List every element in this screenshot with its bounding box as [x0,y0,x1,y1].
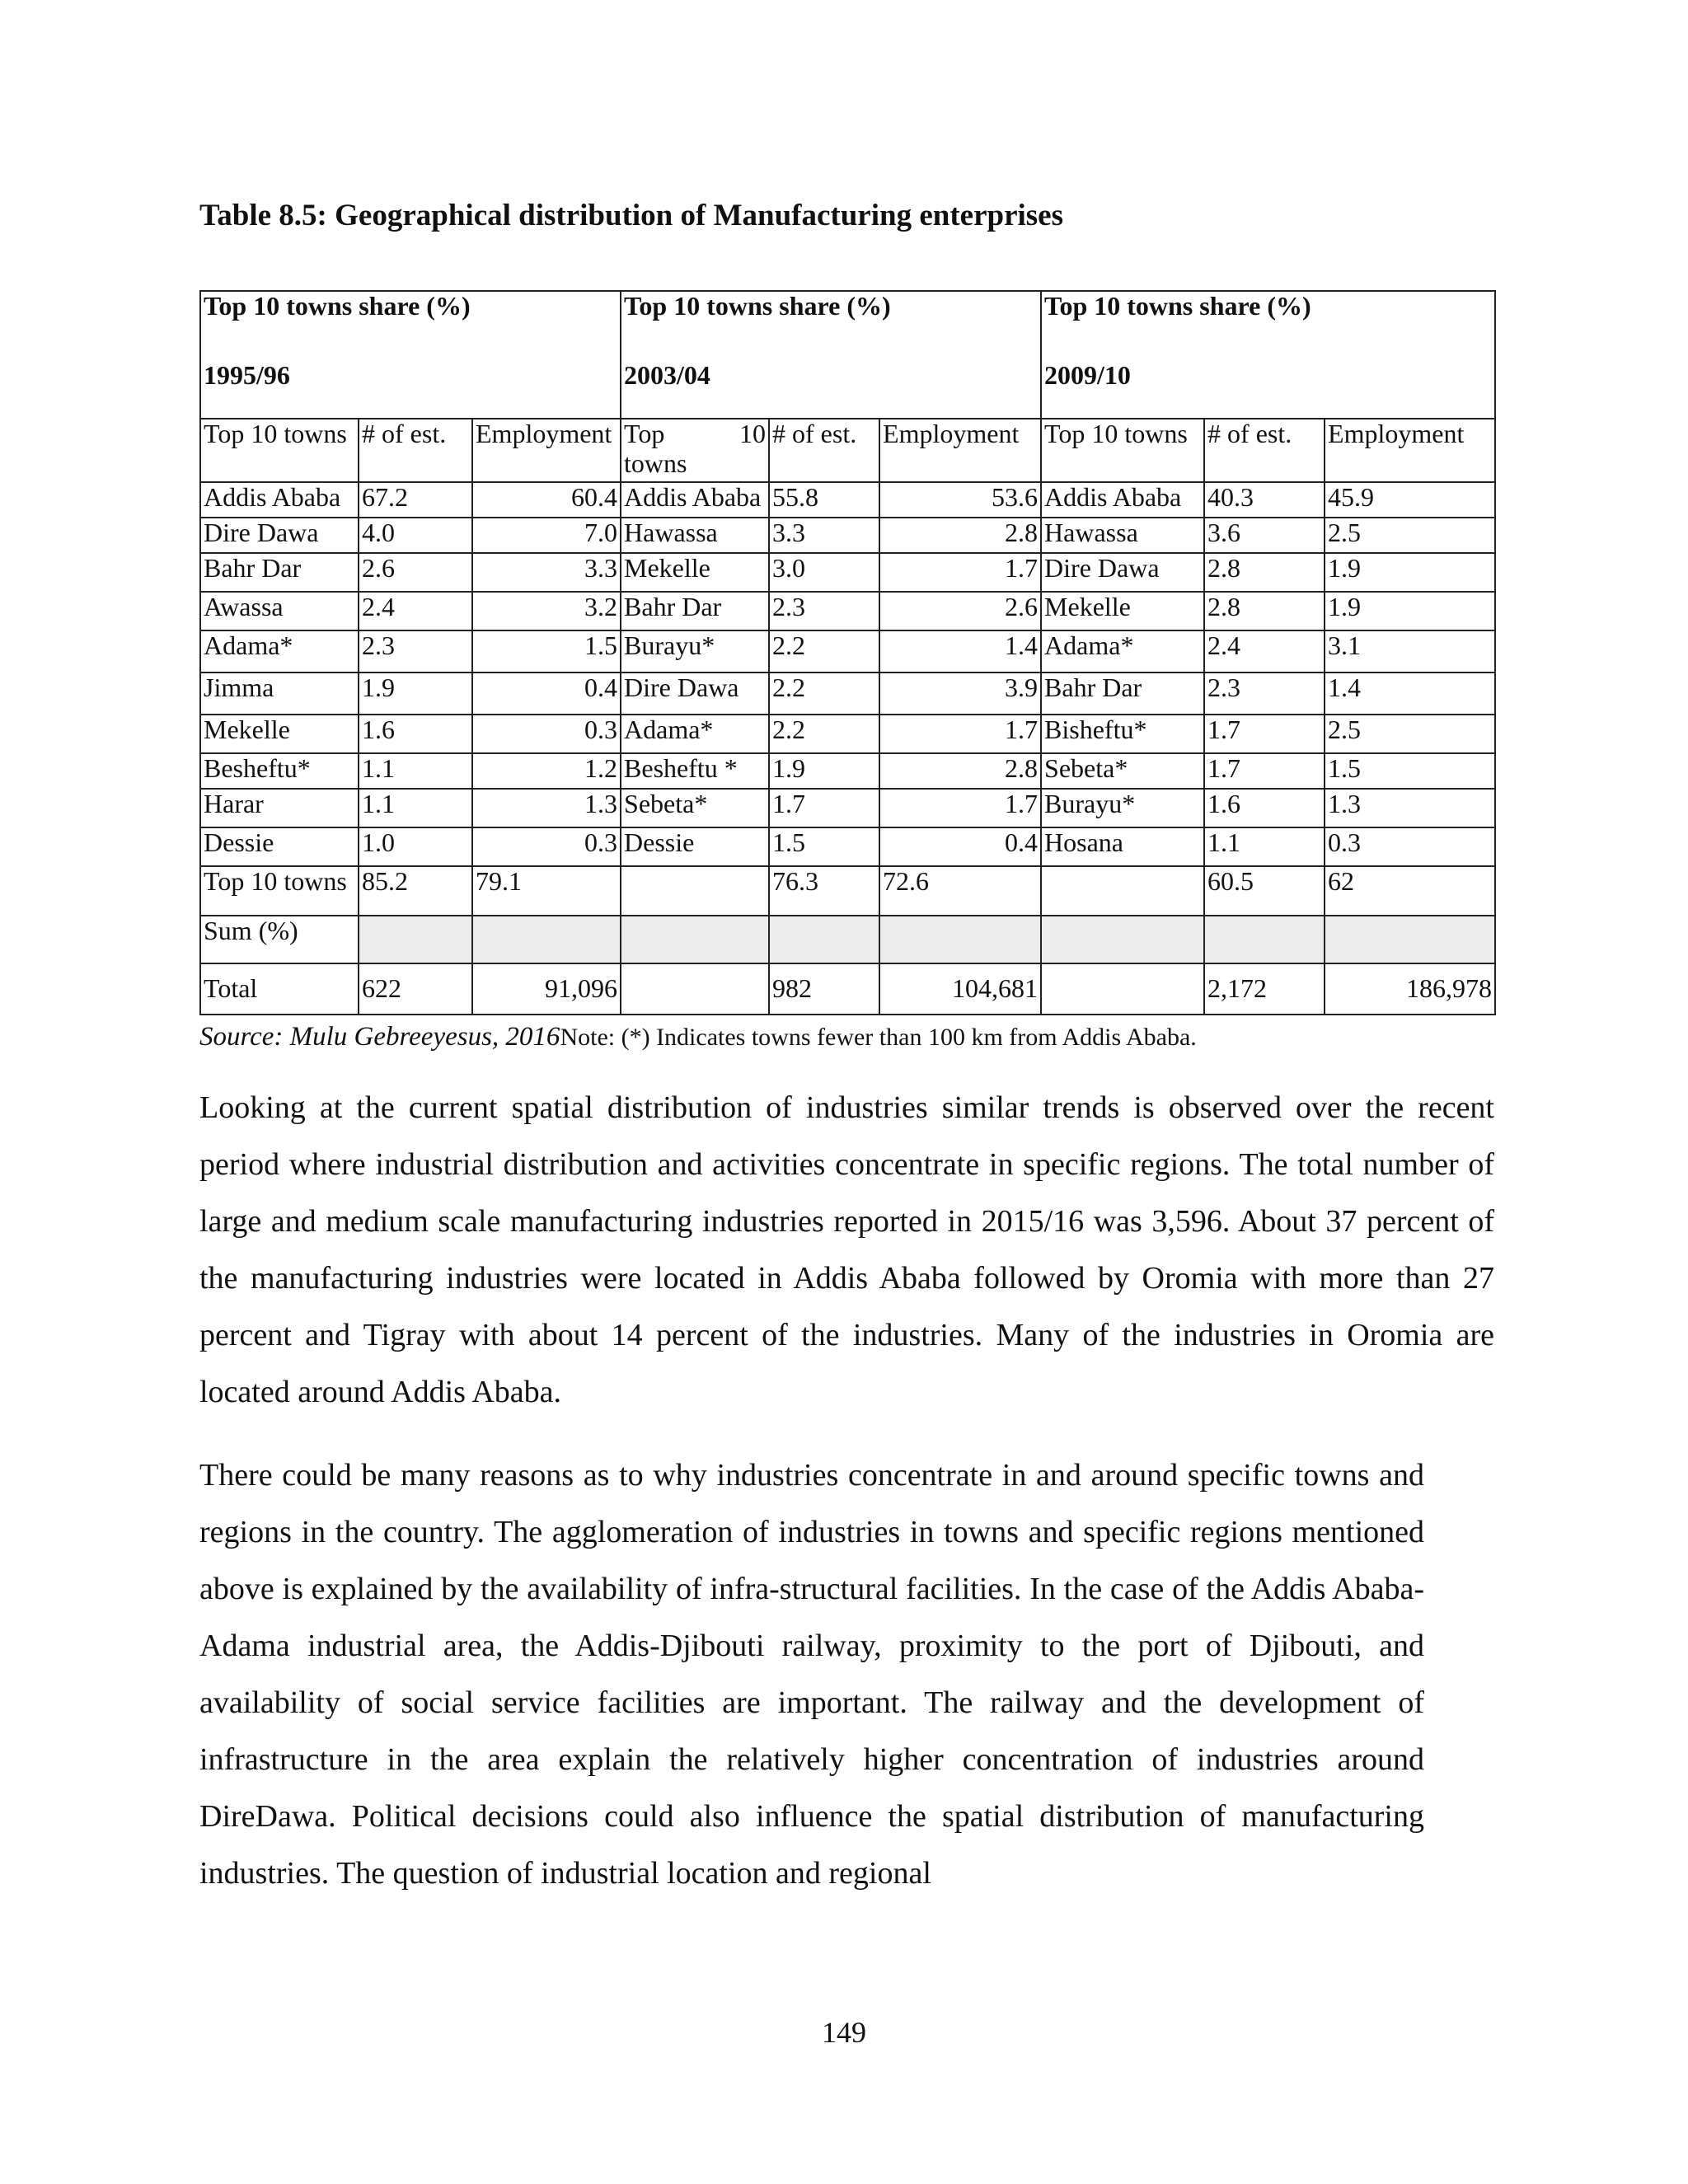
est-share-cell: 1.7 [769,789,879,827]
sum-est-1995: 85.2 [359,866,472,916]
empty-cell [621,963,769,1015]
employment-share-cell: 2.5 [1325,715,1495,753]
footnote: Note: (*) Indicates towns fewer than 100 km from Addis Ababa. [560,1024,1197,1051]
empty-cell [1325,916,1495,963]
est-share-cell: 1.1 [359,789,472,827]
employment-share-cell: 1.5 [472,630,621,673]
employment-share-cell: 0.3 [1325,827,1495,866]
employment-share-cell: 1.3 [1325,789,1495,827]
employment-share-cell: 0.3 [472,715,621,753]
employment-share-cell: 0.3 [472,827,621,866]
town-cell: Hawassa [621,518,769,553]
page-number: 149 [822,2016,866,2049]
employment-share-cell: 0.4 [472,673,621,715]
col-header-employment: Employment [879,419,1041,482]
employment-share-cell: 7.0 [472,518,621,553]
est-share-cell: 2.8 [1204,592,1325,630]
employment-share-cell: 60.4 [472,482,621,518]
town-cell: Besheftu* [200,753,359,789]
town-cell: Hosana [1041,827,1204,866]
employment-share-cell: 1.2 [472,753,621,789]
total-emp-2009: 186,978 [1325,963,1495,1015]
town-cell: Mekelle [200,715,359,753]
period-header-1995: Top 10 towns share (%) 1995/96 [200,291,621,419]
employment-share-cell: 1.7 [879,789,1041,827]
est-share-cell: 1.7 [1204,715,1325,753]
employment-share-cell: 1.7 [879,553,1041,592]
est-share-cell: 4.0 [359,518,472,553]
town-cell: Addis Ababa [1041,482,1204,518]
table-row [200,673,1495,715]
col-header-est: # of est. [359,419,472,482]
col-header-towns: Top 10 towns [200,419,359,482]
employment-share-cell: 3.9 [879,673,1041,715]
est-share-cell: 1.6 [1204,789,1325,827]
period-header-2003: Top 10 towns share (%) 2003/04 [621,291,1041,419]
est-share-cell: 1.6 [359,715,472,753]
town-cell: Burayu* [621,630,769,673]
table-row [200,592,1495,630]
est-share-cell: 2.8 [1204,553,1325,592]
town-cell: Bahr Dar [621,592,769,630]
est-share-cell: 1.9 [359,673,472,715]
table-title: Table 8.5: Geographical distribution of Manufacturing enterprises [199,199,1063,232]
col-header-employment: Employment [472,419,621,482]
sum-row [200,866,1495,916]
town-cell: Adama* [200,630,359,673]
total-emp-2003: 104,681 [879,963,1041,1015]
est-share-cell: 2.4 [359,592,472,630]
est-share-cell: 40.3 [1204,482,1325,518]
est-share-cell: 3.6 [1204,518,1325,553]
total-row [200,963,1495,1015]
total-label: Total [200,963,359,1015]
employment-share-cell: 2.8 [879,518,1041,553]
town-cell: Dessie [621,827,769,866]
town-cell: Bahr Dar [1041,673,1204,715]
employment-share-cell: 53.6 [879,482,1041,518]
sum-est-2009: 60.5 [1204,866,1325,916]
town-cell: Sebeta* [1041,753,1204,789]
sum-row-continued [200,916,1495,963]
est-share-cell: 1.0 [359,827,472,866]
town-cell: Hawassa [1041,518,1204,553]
employment-share-cell: 3.2 [472,592,621,630]
town-cell: Dire Dawa [200,518,359,553]
body-paragraph-1: Looking at the current spatial distribution of industries similar trends is observed over the recent period where industrial distribution and activities concentrate in specific regions. The total number of large and medium scale manufacturing industries reported in 2015/16 was 3,596. About 37 percent of the manufacturing industries were located in Addis Ababa followed by Oromia with more than 27 percent and Tigray with about 14 percent of the industries. Many of the industries in Oromia are located around Addis Ababa. [199,1090,1494,1409]
period-header-row [200,291,1495,419]
town-cell: Harar [200,789,359,827]
table-row [200,827,1495,866]
sum-label-cont: Sum (%) [200,916,359,963]
employment-share-cell: 2.6 [879,592,1041,630]
est-share-cell: 2.3 [1204,673,1325,715]
est-share-cell: 2.3 [359,630,472,673]
town-cell: Bisheftu* [1041,715,1204,753]
employment-share-cell: 1.3 [472,789,621,827]
town-cell: Bahr Dar [200,553,359,592]
est-share-cell: 1.9 [769,753,879,789]
est-share-cell: 1.1 [359,753,472,789]
est-share-cell: 1.7 [1204,753,1325,789]
col-header-employment: Employment [1325,419,1495,482]
town-cell: Adama* [1041,630,1204,673]
total-est-2009: 2,172 [1204,963,1325,1015]
employment-share-cell: 1.4 [879,630,1041,673]
empty-cell [1204,916,1325,963]
empty-cell [621,866,769,916]
est-share-cell: 2.2 [769,630,879,673]
town-cell: Besheftu * [621,753,769,789]
empty-cell [359,916,472,963]
est-share-cell: 2.4 [1204,630,1325,673]
est-share-cell: 1.5 [769,827,879,866]
employment-share-cell: 2.8 [879,753,1041,789]
sum-est-2003: 76.3 [769,866,879,916]
employment-share-cell: 0.4 [879,827,1041,866]
empty-cell [1041,916,1204,963]
town-cell: Addis Ababa [200,482,359,518]
town-cell: Adama* [621,715,769,753]
empty-cell [769,916,879,963]
table-row [200,482,1495,518]
empty-cell [879,916,1041,963]
body-paragraph-2: There could be many reasons as to why industries concentrate in and around specific towns and regions in the country. The agglomeration of industries in towns and specific regions mentioned above is explained by the availability of infra-structural facilities. In the case of the Addis Ababa-Adama industrial area, the Addis-Djibouti railway, proximity to the port of Djibouti, and availability of social service facilities are important. The railway and the development of infrastructure in the area explain the relatively higher concentration of industries around DireDawa. Political decisions could also influence the spatial distribution of manufacturing industries. The question of industrial location and regional [199,1458,1424,1891]
employment-share-cell: 1.4 [1325,673,1495,715]
total-emp-1995: 91,096 [472,963,621,1015]
table-source-note [199,1022,1197,1052]
table-row [200,518,1495,553]
col-header-towns: Top 10 towns [1041,419,1204,482]
table-row [200,715,1495,753]
est-share-cell: 2.2 [769,673,879,715]
col-header-est: # of est. [1204,419,1325,482]
period-header-2009: Top 10 towns share (%) 2009/10 [1041,291,1495,419]
total-est-2003: 982 [769,963,879,1015]
est-share-cell: 1.1 [1204,827,1325,866]
est-share-cell: 2.6 [359,553,472,592]
est-share-cell: 2.2 [769,715,879,753]
employment-share-cell: 1.5 [1325,753,1495,789]
town-cell: Dire Dawa [621,673,769,715]
employment-share-cell: 1.9 [1325,592,1495,630]
empty-cell [1041,963,1204,1015]
sum-emp-2009: 62 [1325,866,1495,916]
table-row [200,753,1495,789]
town-cell: Dessie [200,827,359,866]
town-cell: Sebeta* [621,789,769,827]
town-cell: Mekelle [1041,592,1204,630]
table-row [200,789,1495,827]
town-cell: Addis Ababa [621,482,769,518]
manufacturing-distribution-table [199,290,1496,1015]
sum-emp-1995: 79.1 [472,866,621,916]
employment-share-cell: 3.1 [1325,630,1495,673]
town-cell: Burayu* [1041,789,1204,827]
est-share-cell: 67.2 [359,482,472,518]
est-share-cell: 3.0 [769,553,879,592]
employment-share-cell: 1.9 [1325,553,1495,592]
col-header-est: # of est. [769,419,879,482]
empty-cell [621,916,769,963]
source-citation: Source: Mulu Gebreeyesus, 2016 [199,1022,560,1052]
employment-share-cell: 45.9 [1325,482,1495,518]
employment-share-cell: 2.5 [1325,518,1495,553]
table-row [200,630,1495,673]
est-share-cell: 2.3 [769,592,879,630]
col-header-towns: Top 10 towns [621,419,769,482]
employment-share-cell: 1.7 [879,715,1041,753]
town-cell: Awassa [200,592,359,630]
est-share-cell: 3.3 [769,518,879,553]
table-row [200,553,1495,592]
est-share-cell: 55.8 [769,482,879,518]
empty-cell [472,916,621,963]
employment-share-cell: 3.3 [472,553,621,592]
sum-label: Top 10 towns [200,866,359,916]
total-est-1995: 622 [359,963,472,1015]
column-header-row [200,419,1495,482]
town-cell: Jimma [200,673,359,715]
town-cell: Mekelle [621,553,769,592]
town-cell: Dire Dawa [1041,553,1204,592]
sum-emp-2003: 72.6 [879,866,1041,916]
empty-cell [1041,866,1204,916]
